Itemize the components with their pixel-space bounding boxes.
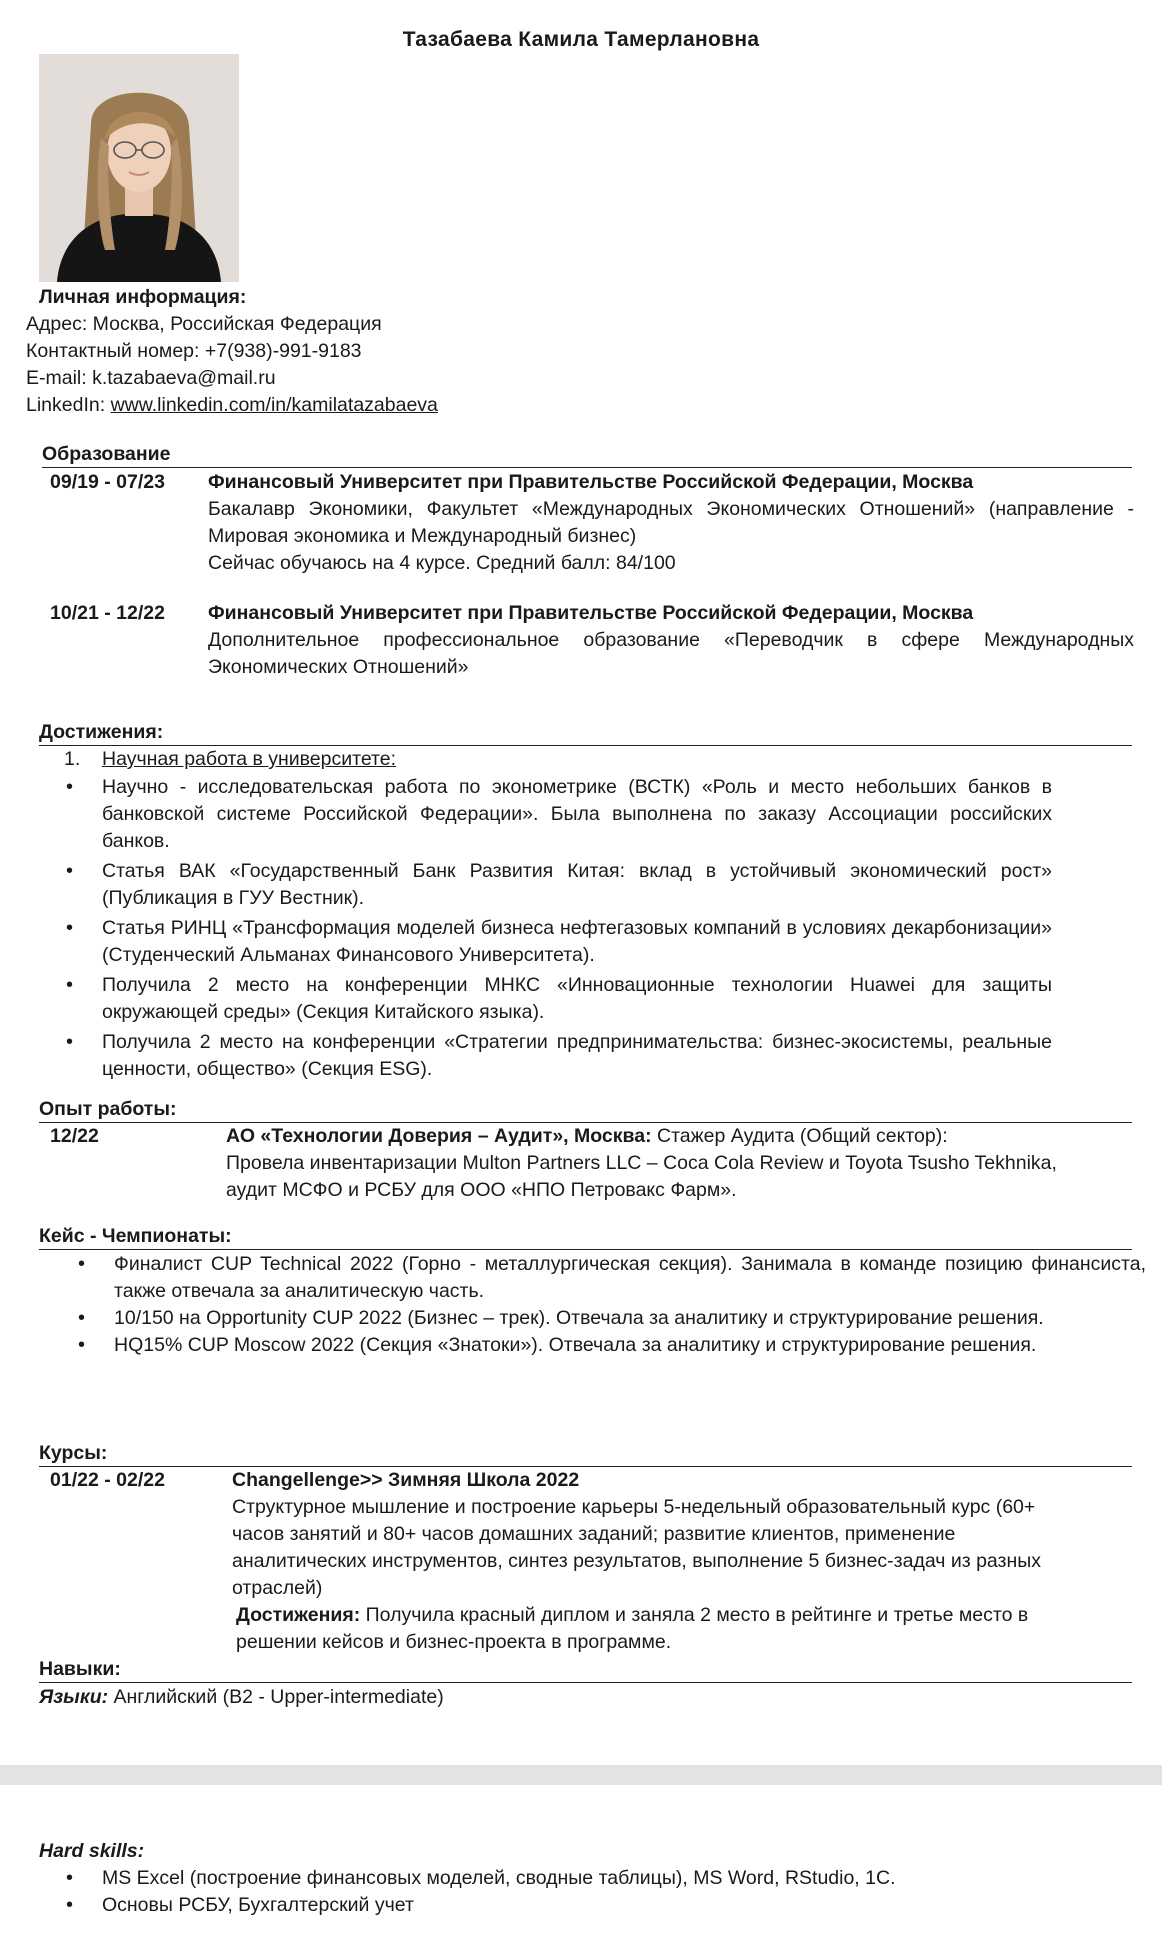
portrait-image [39,54,239,282]
list-item: • Статья РИНЦ «Трансформация моделей бизнеса нефтегазовых компаний в условиях декарбонизации» (Студенческий Альманах Финансового Университета). [40,915,1052,969]
education-item [50,469,1134,577]
linkedin [26,392,1162,419]
list-item: • Получила 2 место на конференции МНКС «Инновационные технологии Huawei для защиты окружающей среды» (Секция Китайского языка). [40,972,1052,1026]
course-name: Changellenge>> Зимняя Школа 2022 [232,1469,580,1491]
section-title-achievements: Достижения: [39,719,1132,746]
list-item: • Научно - исследовательская работа по эконометрике (ВСТК) «Роль и место небольших банков в банковской системе Российской Федерации». Была выполнена по заказу Ассоциации российских банков. [40,774,1052,855]
education-item [50,600,1134,681]
achievements-list [0,774,1162,1083]
course-dates: 01/22 - 02/22 [50,1469,165,1491]
languages-line [39,1684,1162,1711]
linkedin-link[interactable]: www.linkedin.com/in/kamilatazabaeva [110,394,438,416]
hard-skills-list [0,1865,1162,1919]
education-degree: Бакалавр Экономики, Факультет «Международных Экономических Отношений» (направление - Мировая экономика и Международный бизнес) [208,498,1134,547]
cases-list [0,1251,1162,1359]
list-item: • Основы РСБУ, Бухгалтерский учет [40,1892,1142,1919]
personal-info [0,284,1162,419]
courses-section [0,1440,1162,1656]
linkedin-label: LinkedIn: [26,394,111,416]
list-item: • MS Excel (построение финансовых моделей, сводные таблицы), MS Word, RStudio, 1C. [40,1865,1142,1892]
education-institution: Финансовый Университет при Правительстве Российской Федерации, Москва [208,471,974,493]
experience-dates: 12/22 [50,1125,99,1147]
list-item: • Финалист CUP Technical 2022 (Горно - металлургическая секция). Занимала в команде позицию финансиста, также отвечала за аналитическую часть. [40,1251,1146,1305]
course-description: Структурное мышление и построение карьеры 5-недельный образовательный курс (60+ часов занятий и 80+ часов домашних заданий; развитие клиентов, применение аналитических инструментов, синтез результатов, выполнение 5 бизнес-задач из разных отраслей) [232,1496,1042,1599]
languages-label: Языки: [39,1686,109,1708]
hard-skills-label: Hard skills: [39,1840,145,1862]
languages-text: Английский (B2 - Upper-intermediate) [108,1686,444,1708]
list-item: • Получила 2 место на конференции «Стратегии предпринимательства: бизнес-экосистемы, реальные ценности, общество» (Секция ESG). [40,1029,1052,1083]
hard-skills-section [0,1838,1162,1919]
experience-item [50,1123,1102,1204]
item-number: 1. [64,748,81,770]
personal-info-title: Личная информация: [39,286,247,308]
experience-section [0,1096,1162,1204]
numbered-item-text: Научная работа в университете: [102,748,397,770]
experience-role: Стажер Аудита (Общий сектор): [651,1125,948,1147]
address: Адрес: Москва, Российская Федерация [26,313,382,335]
phone: Контактный номер: +7(938)-991-9183 [26,340,362,362]
numbered-item [0,746,1162,773]
education-program: Дополнительное профессиональное образование «Переводчик в сфере Международных Экономических Отношений» [208,629,1134,678]
experience-description: Провела инвентаризации Multon Partners LLC – Coca Cola Review и Toyota Tsusho Tekhnika, аудит МСФО и РСБУ для ООО «НПО Петровакс Фарм». [226,1152,1057,1201]
section-title-experience: Опыт работы: [39,1096,1132,1123]
section-title-cases: Кейс - Чемпионаты: [39,1223,1132,1250]
full-name: Тазабаева Камила Тамерлановна [402,28,760,51]
experience-company: АО «Технологии Доверия – Аудит», Москва: [226,1125,652,1147]
education-status: Сейчас обучаюсь на 4 курсе. Средний балл: 84/100 [208,552,676,574]
section-title-education: Образование [42,441,1132,468]
education-institution: Финансовый Университет при Правительстве Российской Федерации, Москва [208,602,974,624]
cases-section [0,1223,1162,1359]
course-achievement-text: Получила красный диплом и заняла 2 место в рейтинге и третье место в решении кейсов и бизнес-проекта в программе. [236,1604,1029,1653]
course-achievement-label: Достижения: [236,1604,361,1626]
list-item: • HQ15% CUP Moscow 2022 (Секция «Знатоки»). Отвечала за аналитику и структурирование решения. [40,1332,1146,1359]
course-item [50,1467,1072,1656]
list-item: • 10/150 на Opportunity CUP 2022 (Бизнес – трек). Отвечала за аналитику и структурирование решения. [40,1305,1146,1332]
skills-section [0,1656,1162,1711]
section-title-courses: Курсы: [39,1440,1132,1467]
section-title-skills: Навыки: [39,1656,1132,1683]
profile-photo [39,54,239,282]
education-dates: 10/21 - 12/22 [50,602,165,624]
achievements-section [0,719,1162,1083]
page-break-divider [0,1765,1162,1785]
list-item: • Статья ВАК «Государственный Банк Развития Китая: вклад в устойчивый экономический рост» (Публикация в ГУУ Вестник). [40,858,1052,912]
education-section [0,441,1162,681]
email: E-mail: k.tazabaeva@mail.ru [26,367,276,389]
education-dates: 09/19 - 07/23 [50,471,165,493]
course-achievement [232,1602,1072,1656]
